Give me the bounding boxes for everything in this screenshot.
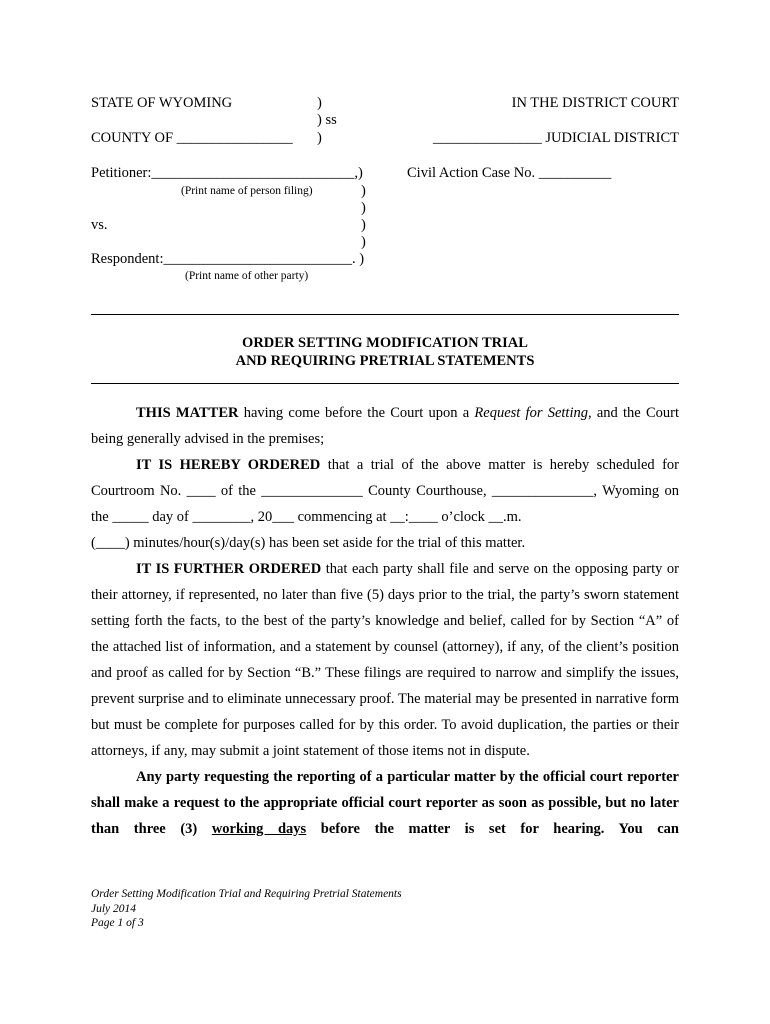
respondent-note: (Print name of other party) (185, 270, 309, 282)
county-field[interactable]: COUNTY OF ________________ (91, 130, 293, 146)
divider (91, 383, 679, 384)
italic-text: Request for Setting (474, 405, 588, 421)
petitioner-note: (Print name of person filing) (181, 185, 313, 197)
paragraph-hereby-ordered (91, 452, 679, 530)
paragraph-text: before the matter is set for hearing. You can (306, 821, 679, 837)
bold-lead: THIS MATTER (136, 405, 239, 421)
court-label: IN THE DISTRICT COURT (511, 95, 679, 111)
bold-lead: IT IS HEREBY ORDERED (136, 457, 321, 473)
respondent-field[interactable]: Respondent:__________________________. ) (91, 251, 365, 267)
paragraph-further-ordered (91, 556, 679, 764)
paragraph-text: that a trial of the above matter is hereby scheduled for Courtroom No. ____ of the ______________ County Courthouse, ______________, Wyoming on the _____ day of ________, 20___ commencing at __:____ o’clock __.m. (91, 457, 679, 525)
caption-paren: ) (361, 200, 366, 216)
paragraph-text: that each party shall file and serve on the opposing party or their attorney, if represented, no later than five (5) days prior to the trial, the party’s sworn statement setting forth the facts, to the best of the party’s knowledge and belief, called for by Section “A” of the attached list of information, and a statement by counsel (attorney), if any, of the client’s position and proof as called for by Section “B.” These filings are required to narrow and simplify the issues, prevent surprise and to eliminate unnecessary proof. The material may be presented in narrative form but must be complete for purposes called for by this order. To avoid duplication, the parties or their attorneys, if any, may submit a joint statement of those items not in dispute. (91, 561, 679, 759)
state-label: STATE OF WYOMING (91, 95, 233, 111)
case-number-field[interactable]: Civil Action Case No. __________ (407, 165, 612, 181)
caption-paren: ) (317, 95, 322, 111)
footer-form-title: Order Setting Modification Trial and Requiring Pretrial Statements (91, 888, 402, 900)
paragraph-text: Any party requesting the reporting of a particular matter by the official court reporter shall make a request to the appropriate official court reporter as soon as possible, but no later than three (3) (91, 769, 679, 837)
footer (91, 887, 402, 931)
paragraph-text: , and the Court being generally advised in the premises; (91, 405, 679, 447)
judicial-district-field[interactable]: _______________ JUDICIAL DISTRICT (433, 130, 679, 146)
caption-paren: ) (361, 234, 366, 250)
paragraph-time-allotted: (____) minutes/hour(s)/day(s) has been set aside for the trial of this matter. (91, 535, 526, 551)
caption-paren: ) (361, 183, 366, 199)
order-title-line2: AND REQUIRING PRETRIAL STATEMENTS (235, 353, 535, 369)
footer-page-number: Page 1 of 3 (91, 917, 144, 929)
caption-ss: ) ss (317, 112, 337, 128)
petitioner-field[interactable]: Petitioner:____________________________,) (91, 165, 363, 181)
bold-lead: IT IS FURTHER ORDERED (136, 561, 322, 577)
order-title-line1: ORDER SETTING MODIFICATION TRIAL (242, 335, 528, 351)
paragraph-court-reporter (91, 764, 679, 842)
divider (91, 314, 679, 315)
underlined-text: working days (211, 821, 307, 837)
order-body (91, 400, 679, 842)
paragraph-text: having come before the Court upon a (238, 405, 475, 421)
caption-paren: ) (317, 130, 322, 146)
caption-paren: ) (361, 217, 366, 233)
paragraph-this-matter (91, 400, 679, 452)
vs-label: vs. (91, 217, 108, 233)
footer-date: July 2014 (91, 902, 137, 915)
